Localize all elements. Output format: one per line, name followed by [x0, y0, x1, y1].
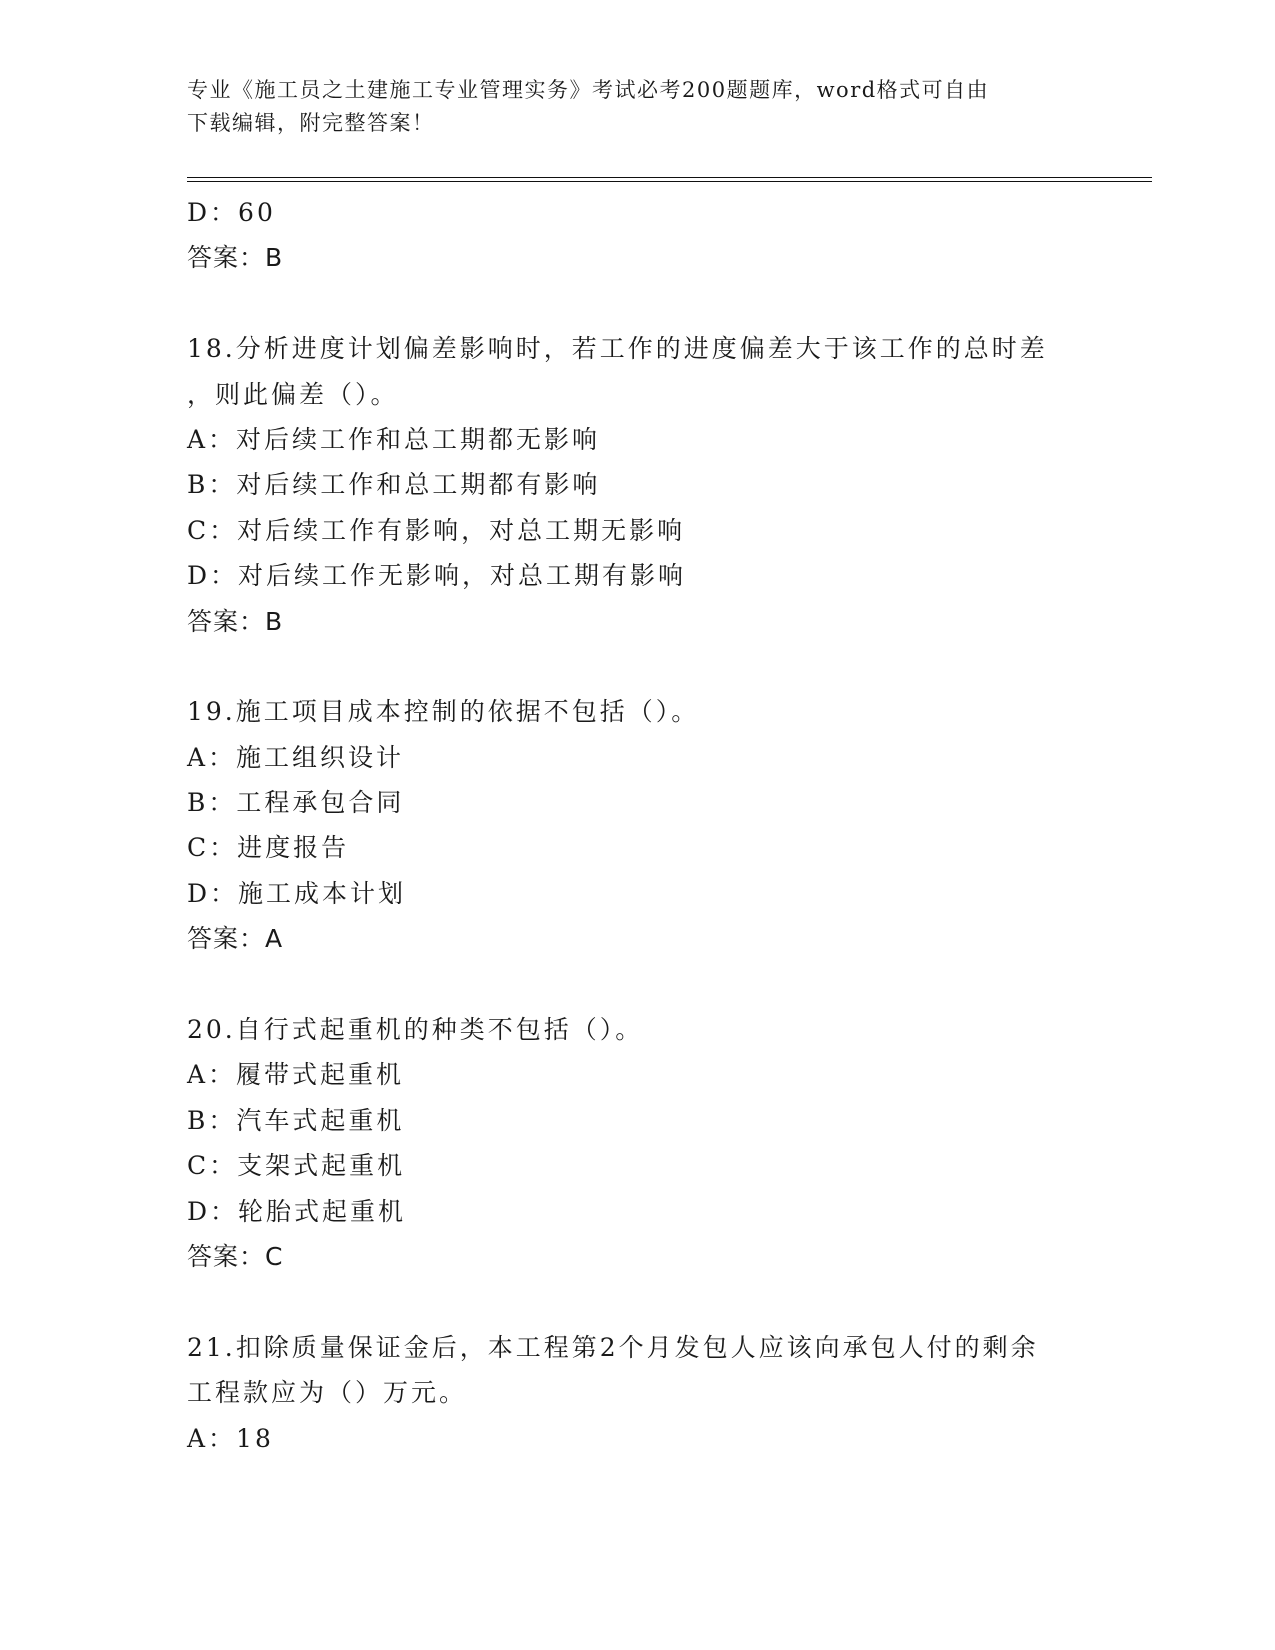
answer: 答案：B	[187, 243, 284, 273]
question-20	[187, 1007, 1087, 1279]
question-stem: 18.分析进度计划偏差影响时，若工作的进度偏差大于该工作的总时差	[187, 334, 1048, 364]
question-stem-continued: 工程款应为（）万元。	[187, 1378, 468, 1408]
option-a: A：18	[187, 1423, 274, 1453]
option-d: D：施工成本计划	[187, 878, 407, 908]
spacer	[187, 1279, 1087, 1324]
answer: 答案：C	[187, 1241, 284, 1271]
spacer	[187, 281, 1087, 326]
question-stem: 19.施工项目成本控制的依据不包括（）。	[187, 697, 700, 727]
option-d: D：轮胎式起重机	[187, 1196, 407, 1226]
option-a: A：施工组织设计	[187, 742, 405, 772]
document-header	[187, 74, 1087, 140]
question-stem: 20.自行式起重机的种类不包括（）。	[187, 1015, 644, 1045]
question-stem: 21.扣除质量保证金后，本工程第2个月发包人应该向承包人付的剩余	[187, 1332, 1039, 1362]
question-content	[187, 190, 1087, 1461]
option-b: B：工程承包合同	[187, 788, 405, 818]
spacer	[187, 962, 1087, 1007]
spacer	[187, 644, 1087, 689]
answer: 答案：A	[187, 924, 284, 954]
option-c: C：对后续工作有影响，对总工期无影响	[187, 515, 686, 545]
option-c: C：支架式起重机	[187, 1151, 406, 1181]
option-d: D：60	[187, 198, 276, 227]
header-line-1: 专业《施工员之土建施工专业管理实务》考试必考200题题库，word格式可自由	[187, 78, 990, 102]
question-21	[187, 1325, 1087, 1461]
option-c: C：进度报告	[187, 833, 350, 863]
header-divider-top	[187, 177, 1152, 178]
question-19	[187, 689, 1087, 961]
question-18	[187, 326, 1087, 644]
header-line-2: 下载编辑，附完整答案！	[187, 111, 435, 135]
answer: 答案：B	[187, 606, 284, 636]
question-stem-continued: ，则此偏差（）。	[187, 379, 399, 409]
option-b: B：对后续工作和总工期都有影响	[187, 470, 601, 500]
option-a: A：履带式起重机	[187, 1060, 405, 1090]
option-b: B：汽车式起重机	[187, 1105, 405, 1135]
option-d: D：对后续工作无影响，对总工期有影响	[187, 561, 687, 591]
header-divider-bottom	[187, 181, 1152, 182]
option-a: A：对后续工作和总工期都无影响	[187, 424, 601, 454]
